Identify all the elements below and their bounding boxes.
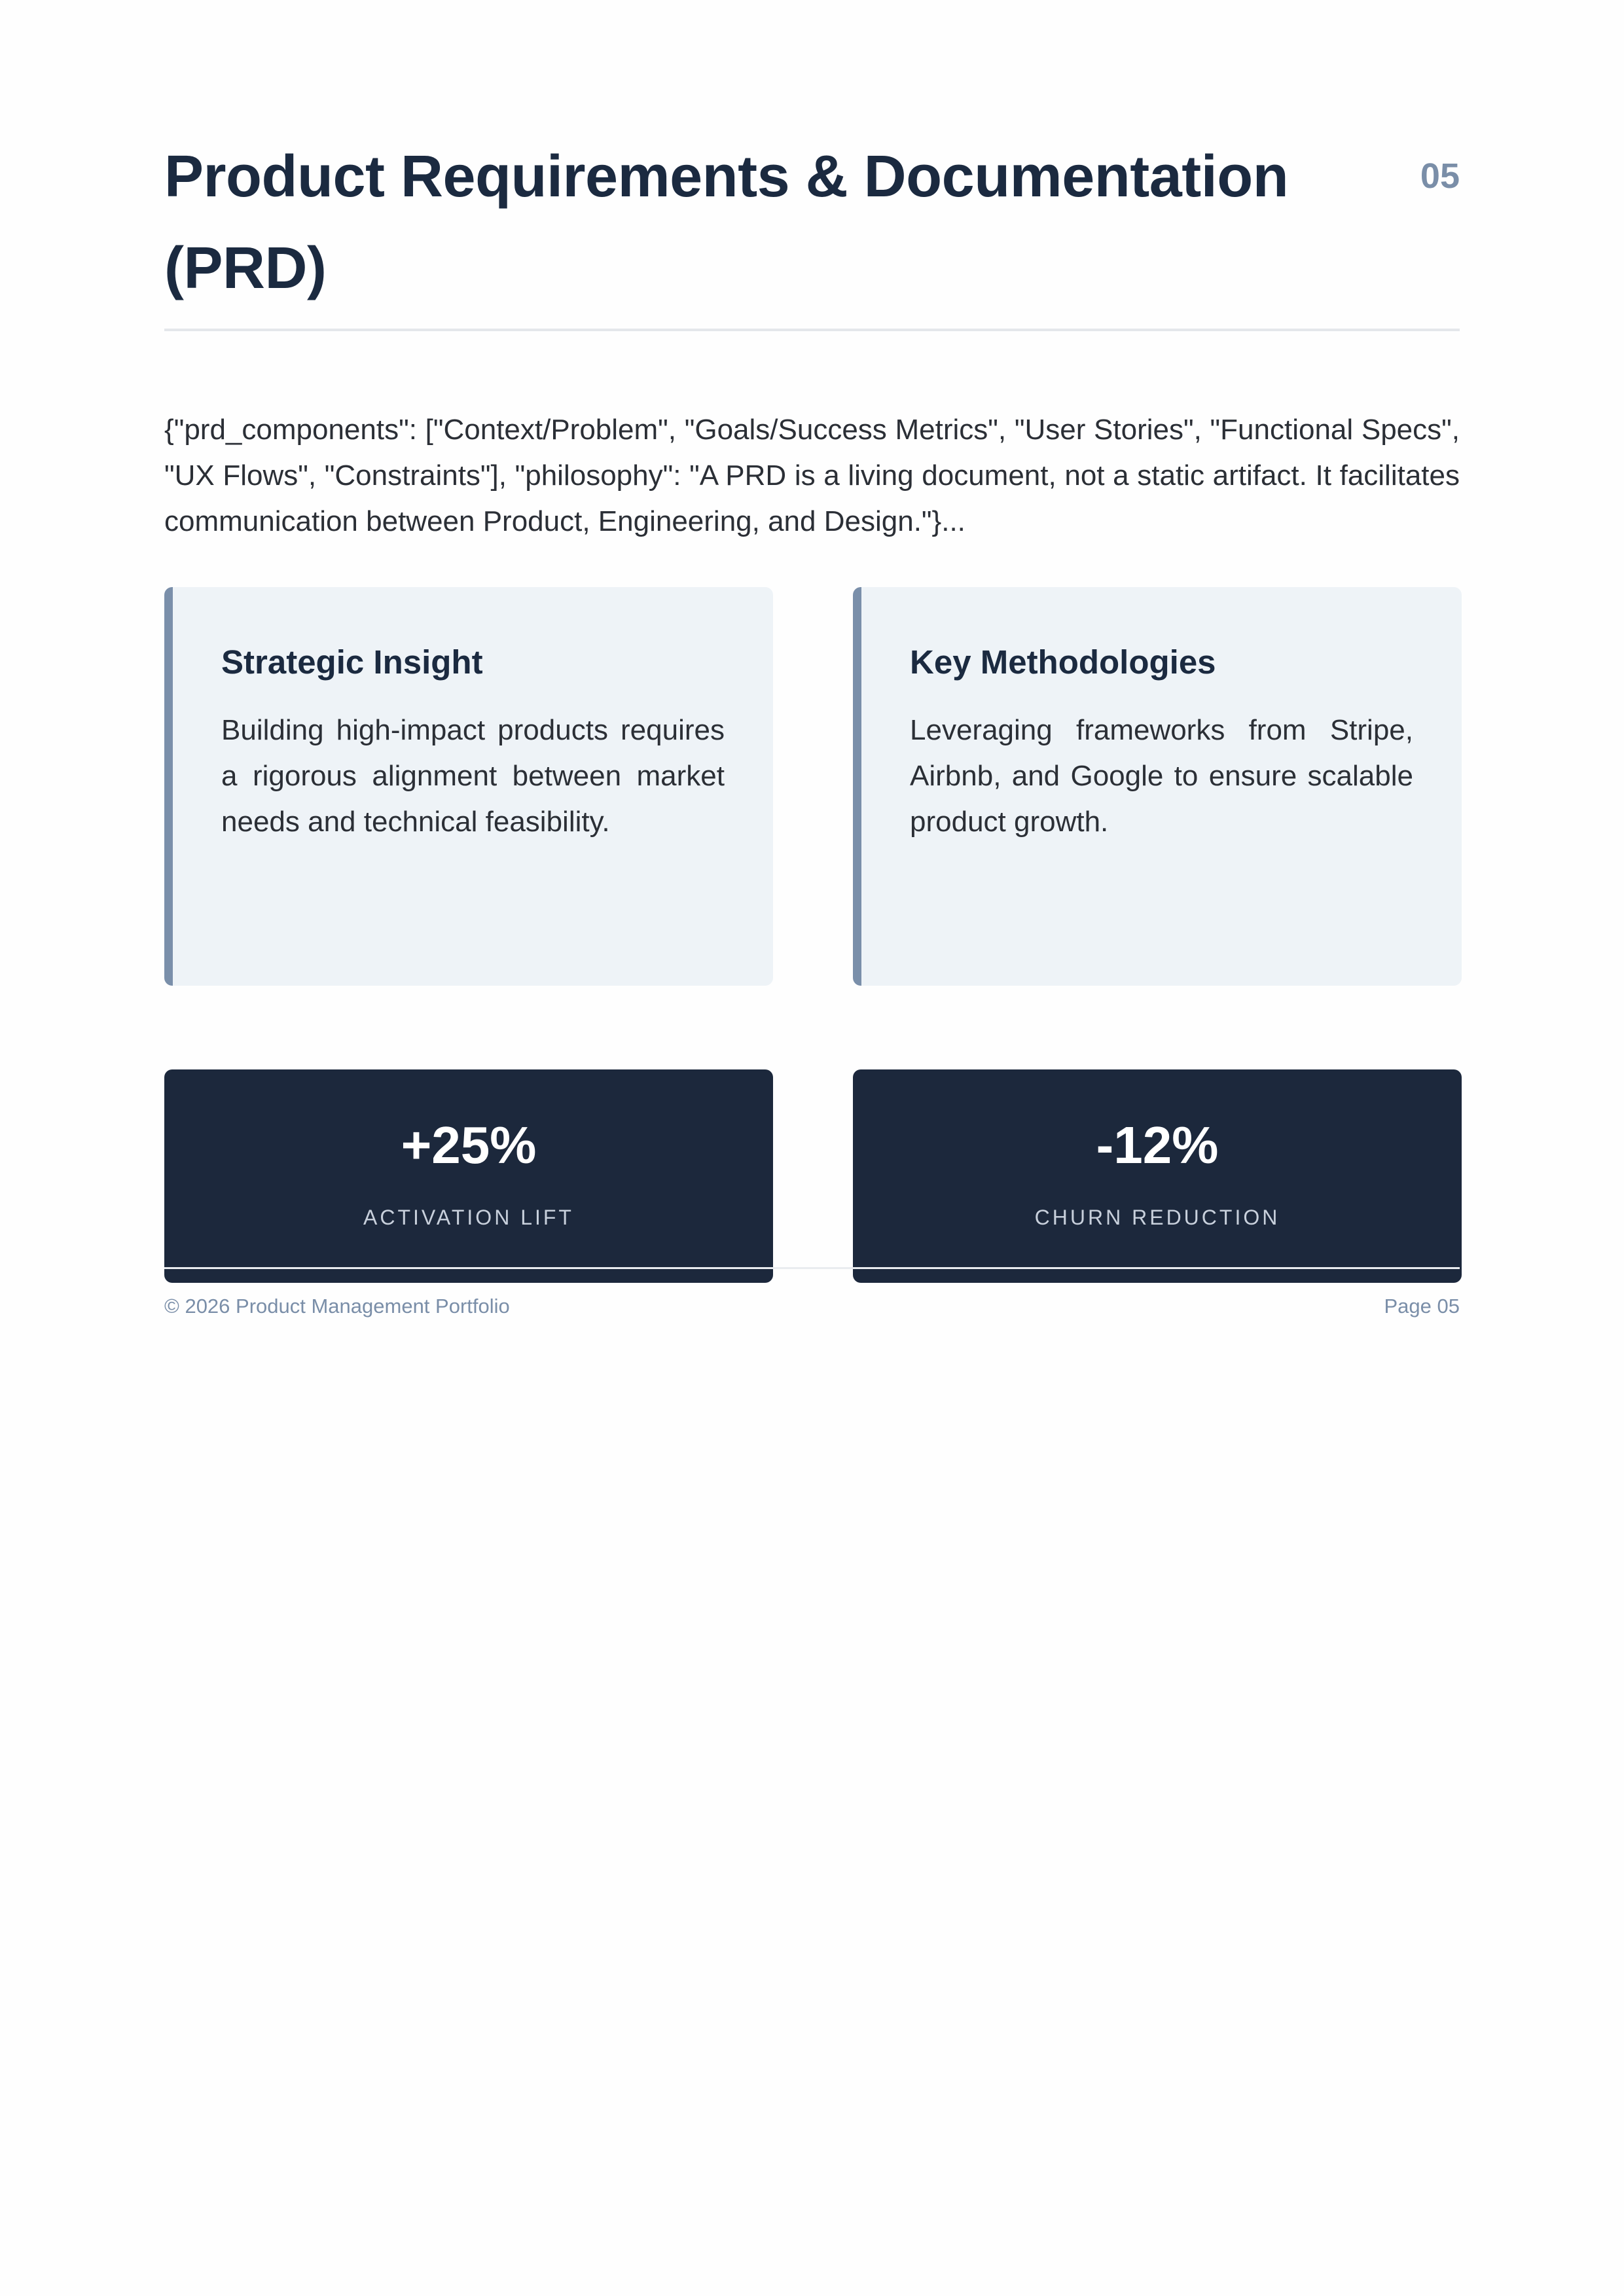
stat-value: +25%	[401, 1116, 537, 1174]
footer-divider	[164, 1267, 1460, 1269]
card-body: Leveraging frameworks from Stripe, Airbnb, and Google to ensure scalable product growth.	[910, 714, 1413, 838]
card-title: Strategic Insight	[221, 643, 483, 681]
stat-value: -12%	[1096, 1116, 1219, 1174]
churn-reduction-stat	[853, 1069, 1462, 1283]
activation-lift-stat	[164, 1069, 773, 1283]
strategic-insight-card	[164, 587, 773, 986]
intro-paragraph: {"prd_components": ["Context/Problem", "Goals/Success Metrics", "User Stories", "Functional Specs", "UX Flows", "Constraints"], "philosophy": "A PRD is a living document, not a static artifact. It facilitates communication between Product, Engineering, and Design."}...	[164, 414, 1460, 537]
footer-page-label: Page 05	[1384, 1295, 1460, 1318]
page-title: Product Requirements & Documentation (PRD)	[164, 144, 1289, 301]
stat-label: CHURN REDUCTION	[1034, 1206, 1280, 1229]
key-methodologies-card	[853, 587, 1462, 986]
page-header	[164, 124, 1460, 331]
stat-label: ACTIVATION LIFT	[363, 1206, 574, 1229]
header-page-number: 05	[1420, 156, 1460, 196]
card-title: Key Methodologies	[910, 643, 1216, 681]
card-body: Building high-impact products requires a rigorous alignment between market needs and technical feasibility.	[221, 714, 725, 838]
footer-copyright: © 2026 Product Management Portfolio	[164, 1295, 510, 1318]
